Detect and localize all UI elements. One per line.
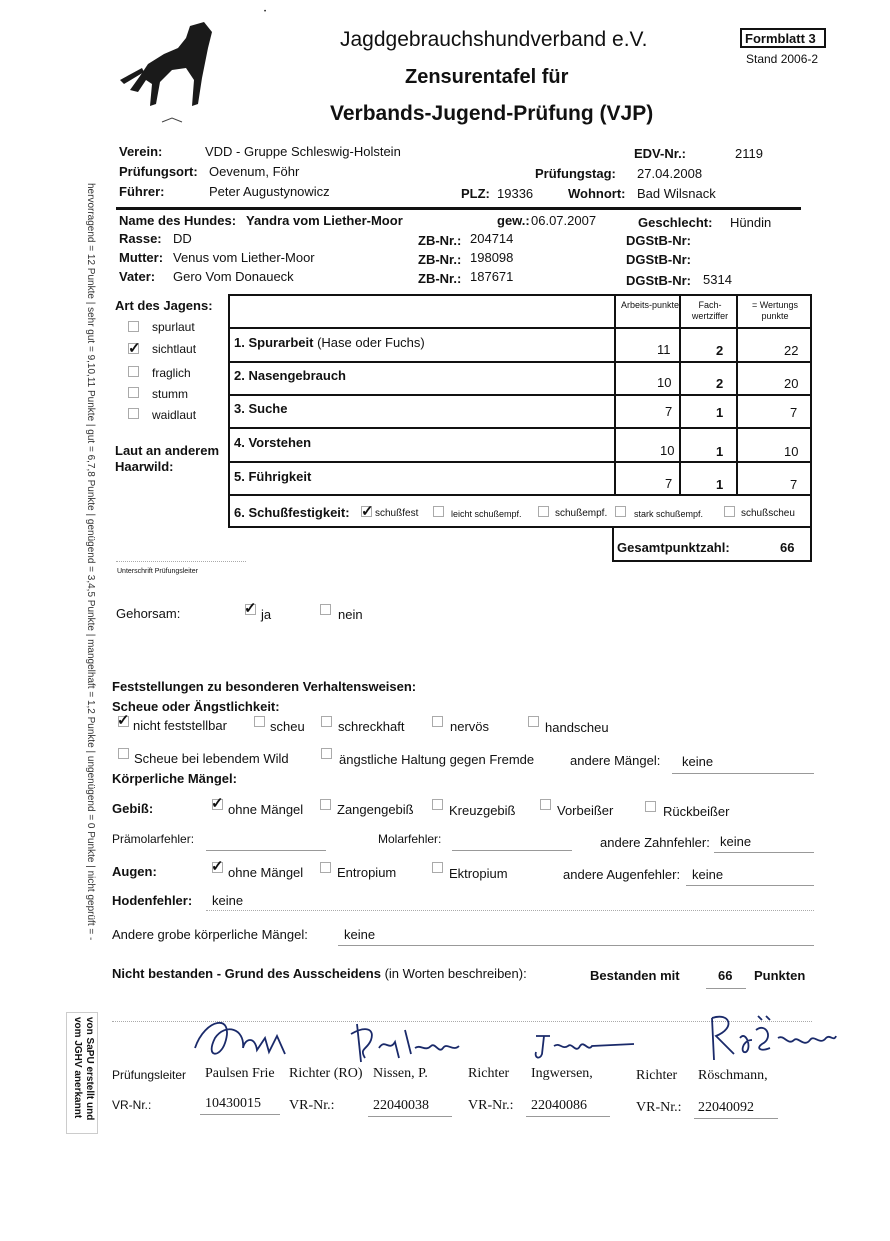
wertung-1: 22	[784, 343, 799, 358]
schussempf-checkbox[interactable]	[538, 506, 549, 517]
zangengebiss-checkbox[interactable]	[320, 799, 331, 810]
dgstb-label-1: DGStB-Nr:	[626, 233, 691, 248]
fach-5: 1	[716, 477, 724, 492]
zb-value-1: 204714	[470, 231, 514, 246]
scheu-checkbox[interactable]	[254, 716, 265, 727]
col-arbeit: Arbeits-punkte	[620, 300, 680, 310]
vr-value-2: 22040038	[373, 1098, 429, 1113]
wohnort-value: Bad Wilsnack	[637, 186, 716, 201]
zb-label-1: ZB-Nr.:	[418, 233, 462, 248]
nicht-feststellbar-check-icon: ✓	[117, 712, 130, 729]
name-pruefungsleiter: Paulsen Frie	[205, 1066, 275, 1081]
vr-value-1: 10430015	[205, 1096, 261, 1111]
schussfest-check-icon: ✓	[361, 503, 374, 520]
hoden-value: keine	[212, 893, 244, 908]
name-richter-2: Ingwersen,	[531, 1066, 593, 1081]
gebiss-ohne-check-icon: ✓	[211, 795, 224, 812]
ektropium-checkbox[interactable]	[432, 862, 443, 873]
kreuzgebiss-checkbox[interactable]	[432, 799, 443, 810]
vr-label-4: VR-Nr.:	[636, 1100, 682, 1115]
praemolar-label: Prämolarfehler:	[112, 832, 195, 846]
schussscheu-label: schußscheu	[741, 508, 795, 519]
schussempf-label: schußempf.	[555, 508, 608, 519]
arbeit-2: 10	[657, 375, 672, 390]
arbeit-1: 11	[657, 342, 671, 357]
role-richter-2: Richter	[468, 1066, 510, 1081]
nervoes-checkbox[interactable]	[432, 716, 443, 727]
bestanden-value: 66	[718, 968, 733, 983]
signature-roeschmann	[700, 1008, 840, 1068]
molar-label: Molarfehler:	[378, 832, 442, 846]
grobe-label: Andere grobe körperliche Mängel:	[112, 927, 308, 942]
dog-logo	[112, 18, 222, 133]
sichtlaut-check-icon: ✓	[128, 340, 141, 357]
zahnfehler-value: keine	[720, 834, 752, 849]
entropium-checkbox[interactable]	[320, 862, 331, 873]
nicht-bestanden	[112, 966, 527, 981]
name-richter-ro: Nissen, P.	[373, 1066, 428, 1081]
fraglich-label: fraglich	[152, 366, 191, 380]
scheu-label: scheu	[270, 719, 305, 734]
col-wertung: = Wertungs punkte	[751, 300, 799, 321]
pruefungstag-label: Prüfungstag:	[535, 166, 616, 181]
fach-4: 1	[716, 444, 724, 459]
role-richter-3: Richter	[636, 1068, 678, 1083]
wertung-4: 10	[784, 444, 799, 459]
fach-3: 1	[716, 405, 724, 420]
ort-value: Oevenum, Föhr	[209, 164, 300, 179]
zb-value-3: 187671	[470, 269, 514, 284]
ja-label: ja	[261, 607, 272, 622]
fach-2: 2	[716, 376, 724, 391]
title-line2: Verbands-Jugend-Prüfung (VJP)	[330, 102, 654, 125]
andere-maengel-value: keine	[682, 754, 714, 769]
handscheu-label: handscheu	[545, 720, 609, 735]
vr-label-3: VR-Nr.:	[468, 1098, 514, 1113]
signature-paulsen	[185, 1008, 295, 1068]
hund-label: Name des Hundes:	[119, 213, 237, 228]
fuehrer-value: Peter Augustynowicz	[209, 184, 330, 199]
dgstb-label-2: DGStB-Nr:	[626, 252, 691, 267]
vater-label: Vater:	[119, 269, 156, 284]
gew-value: 06.07.2007	[531, 213, 597, 228]
waidlaut-checkbox[interactable]	[128, 408, 139, 419]
gew-label: gew.:	[497, 213, 530, 228]
lebend-checkbox[interactable]	[118, 748, 129, 759]
name-richter-3: Röschmann,	[698, 1068, 768, 1083]
approval-line-1: von SaPU erstellt und	[84, 1017, 95, 1121]
nein-checkbox[interactable]	[320, 604, 331, 615]
separator-line	[116, 207, 801, 210]
grading-legend-text: hervorragend = 12 Punkte | sehr gut = 9,10,11 Punkte | gut = 6,7,8 Punkte | genügend = 3,4,5 Punkte | mangelhaft = 1,2 Punkte | ungenügend = 0 Punkte | nicht geprüft = -	[85, 183, 96, 941]
plz-label: PLZ:	[461, 186, 490, 201]
approval-line-2: vom JGHV anerkannt	[72, 1017, 83, 1119]
schreckhaft-label: schreckhaft	[338, 719, 405, 734]
plz-value: 19336	[497, 186, 534, 201]
gebiss-label: Gebiß:	[112, 801, 154, 816]
rasse-label: Rasse:	[119, 231, 162, 246]
koerper-title: Körperliche Mängel:	[112, 771, 237, 786]
kreuzgebiss-label: Kreuzgebiß	[449, 803, 516, 818]
vorbeisser-checkbox[interactable]	[540, 799, 551, 810]
mutter-label: Mutter:	[119, 250, 164, 265]
row-nasengebrauch: 2. Nasengebrauch	[234, 368, 346, 383]
formblatt-label: Formblatt 3	[740, 28, 826, 48]
jagen-label: Art des Jagens:	[115, 298, 213, 313]
mutter-value: Venus vom Liether-Moor	[173, 250, 315, 265]
schussscheu-checkbox[interactable]	[724, 506, 735, 517]
stark-label: stark schußempf.	[634, 509, 704, 519]
stark-checkbox[interactable]	[615, 506, 626, 517]
org-name: Jagdgebrauchshundverband e.V.	[340, 28, 648, 51]
zb-label-3: ZB-Nr.:	[418, 271, 462, 286]
nicht-feststellbar-label: nicht feststellbar	[133, 718, 227, 733]
grading-legend	[84, 183, 98, 953]
lebend-label: Scheue bei lebendem Wild	[134, 751, 289, 766]
arbeit-5: 7	[665, 476, 673, 491]
gebiss-ohne-label: ohne Mängel	[228, 802, 304, 817]
leicht-checkbox[interactable]	[433, 506, 444, 517]
unterschrift-label: Unterschrift Prüfungsleiter	[117, 568, 198, 575]
zb-label-2: ZB-Nr.:	[418, 252, 462, 267]
vr-value-4: 22040092	[698, 1100, 754, 1115]
augen-ohne-label: ohne Mängel	[228, 865, 304, 880]
stand-label: Stand 2006-2	[746, 52, 819, 66]
bestanden-label: Bestanden mit	[590, 968, 680, 983]
zahnfehler-label: andere Zahnfehler:	[600, 835, 710, 850]
rasse-value: DD	[173, 231, 192, 246]
wertung-5: 7	[790, 477, 798, 492]
approval-note	[66, 1012, 98, 1134]
vr-label-2: VR-Nr.:	[289, 1098, 335, 1113]
zb-value-2: 198098	[470, 250, 514, 265]
handscheu-checkbox[interactable]	[528, 716, 539, 727]
ort-label: Prüfungsort:	[119, 164, 198, 179]
augenfehler-value: keine	[692, 867, 724, 882]
spurlaut-label: spurlaut	[152, 320, 195, 334]
nicht-bestanden-note: (in Worten beschreiben):	[384, 966, 527, 981]
nicht-bestanden-label: Nicht bestanden - Grund des Ausscheidens	[112, 966, 381, 981]
signature-ingwersen	[530, 1028, 640, 1064]
zangengebiss-label: Zangengebiß	[337, 802, 414, 817]
row-suche: 3. Suche	[234, 401, 288, 416]
stumm-checkbox[interactable]	[128, 387, 139, 398]
rueckbeisser-checkbox[interactable]	[645, 801, 656, 812]
hoden-label: Hodenfehler:	[112, 893, 193, 908]
row-label: 1. Spurarbeit	[234, 335, 314, 350]
leicht-label: leicht schußempf.	[451, 509, 522, 519]
title-line1: Zensurentafel für	[405, 66, 569, 88]
vater-value: Gero Vom Donaueck	[173, 269, 294, 284]
waidlaut-label: waidlaut	[152, 408, 197, 422]
edv-label: EDV-Nr.:	[634, 146, 687, 161]
fuehrer-label: Führer:	[119, 184, 165, 199]
edv-value: 2119	[735, 146, 763, 161]
haltung-label: ängstliche Haltung gegen Fremde	[339, 752, 535, 767]
total-label: Gesamtpunktzahl:	[617, 540, 730, 555]
arbeit-4: 10	[660, 443, 675, 458]
total-value: 66	[780, 540, 795, 555]
rueckbeisser-label: Rückbeißer	[663, 804, 730, 819]
role-richter-ro: Richter (RO)	[289, 1066, 363, 1081]
signature-nissen	[345, 1018, 475, 1068]
wertung-3: 7	[790, 405, 798, 420]
haltung-checkbox[interactable]	[321, 748, 332, 759]
row-spurarbeit	[234, 335, 425, 350]
sichtlaut-label: sichtlaut	[152, 342, 197, 356]
verhalten-title: Feststellungen zu besonderen Verhaltensweisen:	[112, 679, 417, 694]
stumm-label: stumm	[152, 387, 188, 401]
grobe-value: keine	[344, 927, 376, 942]
entropium-label: Entropium	[337, 865, 397, 880]
fach-1: 2	[716, 343, 724, 358]
arbeit-3: 7	[665, 404, 673, 419]
ektropium-label: Ektropium	[449, 866, 508, 881]
wohnort-label: Wohnort:	[568, 186, 626, 201]
andere-maengel-label: andere Mängel:	[570, 753, 661, 768]
dgstb-value-3: 5314	[703, 272, 732, 287]
nein-label: nein	[338, 607, 363, 622]
schuss-label: 6. Schußfestigkeit:	[234, 505, 350, 520]
verein-value: VDD - Gruppe Schleswig-Holstein	[205, 144, 401, 159]
vr-value-3: 22040086	[531, 1098, 587, 1113]
punkten-label: Punkten	[754, 968, 806, 983]
hund-name: Yandra vom Liether-Moor	[246, 213, 403, 228]
row-note: (Hase oder Fuchs)	[317, 335, 425, 350]
augenfehler-label: andere Augenfehler:	[563, 867, 681, 882]
score-table	[228, 294, 812, 528]
fraglich-checkbox[interactable]	[128, 366, 139, 377]
col-fach: Fach-wertziffer	[691, 300, 729, 321]
geschlecht-value: Hündin	[730, 215, 772, 230]
wertung-2: 20	[784, 376, 799, 391]
schussfest-label: schußfest	[375, 508, 419, 519]
augen-ohne-check-icon: ✓	[211, 858, 224, 875]
dgstb-label-3: DGStB-Nr:	[626, 273, 691, 288]
pruefungstag-value: 27.04.2008	[637, 166, 703, 181]
augen-label: Augen:	[112, 864, 157, 879]
nervoes-label: nervös	[450, 719, 490, 734]
row-vorstehen: 4. Vorstehen	[234, 435, 312, 450]
ja-check-icon: ✓	[244, 600, 257, 617]
gehorsam-label: Gehorsam:	[116, 606, 181, 621]
laut-label: Laut an anderem Haarwild:	[115, 443, 220, 474]
spurlaut-checkbox[interactable]	[128, 321, 139, 332]
geschlecht-label: Geschlecht:	[638, 215, 713, 230]
row-fuehrigkeit: 5. Führigkeit	[234, 469, 312, 484]
vr-label-1: VR-Nr.:	[112, 1098, 152, 1112]
vorbeisser-label: Vorbeißer	[557, 803, 614, 818]
schreckhaft-checkbox[interactable]	[321, 716, 332, 727]
verein-label: Verein:	[119, 144, 163, 159]
scheue-title: Scheue oder Ängstlichkeit:	[112, 699, 280, 714]
role-pruefungsleiter: Prüfungsleiter	[112, 1068, 187, 1082]
